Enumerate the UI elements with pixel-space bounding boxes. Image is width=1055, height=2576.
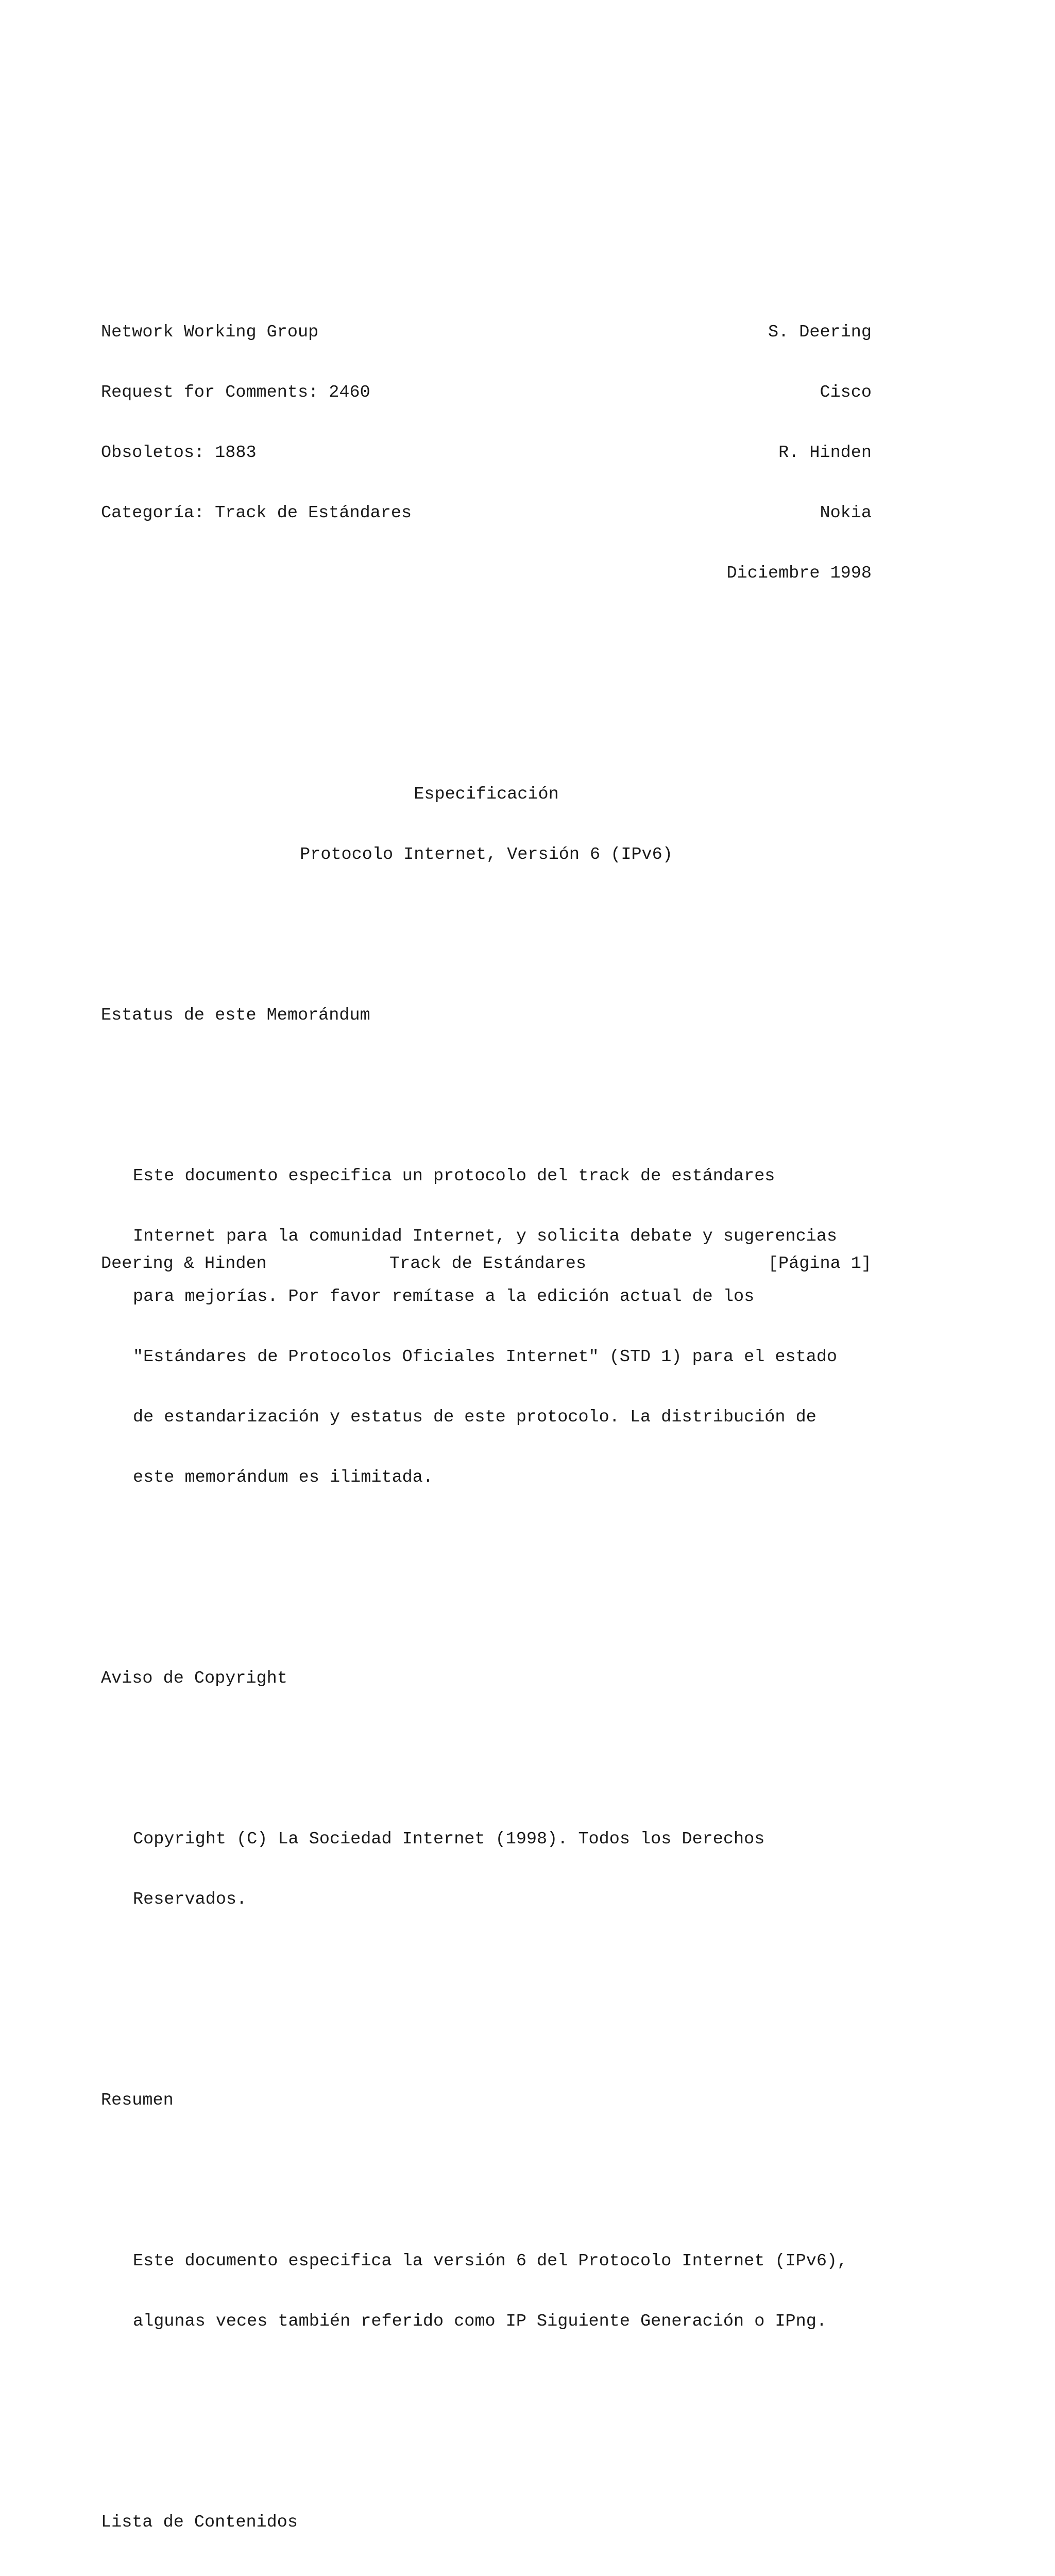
header-left-field: Request for Comments: 2460: [101, 383, 370, 402]
document-subtitle: Protocolo Internet, Versión 6 (IPv6): [300, 845, 673, 865]
copyright-paragraph: [101, 1789, 874, 1950]
section-heading-status: Estatus de este Memorándum: [101, 1006, 370, 1025]
header-right-field: R. Hinden: [778, 443, 872, 463]
paragraph-line: este memorándum es ilimitada.: [133, 1468, 433, 1487]
paragraph-line: Copyright (C) La Sociedad Internet (1998). Todos los Derechos: [133, 1829, 765, 1849]
paragraph-line: algunas veces también referido como IP Siguiente Generación o IPng.: [133, 2312, 827, 2331]
footer-category: Track de Estándares: [389, 1254, 586, 1274]
paragraph-line: Internet para la comunidad Internet, y solicita debate y sugerencias: [133, 1227, 838, 1246]
section-heading-copyright: Aviso de Copyright: [101, 1669, 287, 1688]
header-right-field: Nokia: [820, 503, 872, 523]
header-row: [101, 503, 872, 523]
header-left-field: Obsoletos: 1883: [101, 443, 257, 463]
header-right-field: S. Deering: [768, 323, 872, 342]
header-left-field: Categoría: Track de Estándares: [101, 503, 412, 523]
section-heading-toc: Lista de Contenidos: [101, 2513, 298, 2532]
section-heading-abstract: Resumen: [101, 2091, 174, 2110]
paragraph-line: "Estándares de Protocolos Oficiales Internet" (STD 1) para el estado: [133, 1347, 838, 1367]
paragraph-line: Este documento especifica un protocolo del track de estándares: [133, 1166, 775, 1186]
document-header: [101, 282, 872, 624]
abstract-paragraph: [101, 2211, 874, 2372]
header-row: [101, 323, 872, 343]
paragraph-line: de estandarización y estatus de este protocolo. La distribución de: [133, 1408, 816, 1427]
page-footer: [101, 1254, 872, 1274]
header-left-field: Network Working Group: [101, 323, 319, 342]
header-row: [101, 383, 872, 403]
paragraph-line: para mejorías. Por favor remítase a la edición actual de los: [133, 1287, 755, 1307]
status-paragraph: [101, 1126, 874, 1528]
footer-authors: Deering & Hinden: [101, 1254, 267, 1274]
document-title: Especificación: [414, 785, 559, 804]
rfc-page: [101, 222, 874, 2576]
header-row: [101, 564, 872, 584]
paragraph-line: Reservados.: [133, 1890, 247, 1909]
header-right-field: Cisco: [820, 383, 872, 402]
footer-page-number: [Página 1]: [768, 1254, 872, 1274]
paragraph-line: Este documento especifica la versión 6 del Protocolo Internet (IPv6),: [133, 2251, 848, 2271]
header-row: [101, 443, 872, 463]
header-right-field: Diciembre 1998: [726, 564, 872, 583]
